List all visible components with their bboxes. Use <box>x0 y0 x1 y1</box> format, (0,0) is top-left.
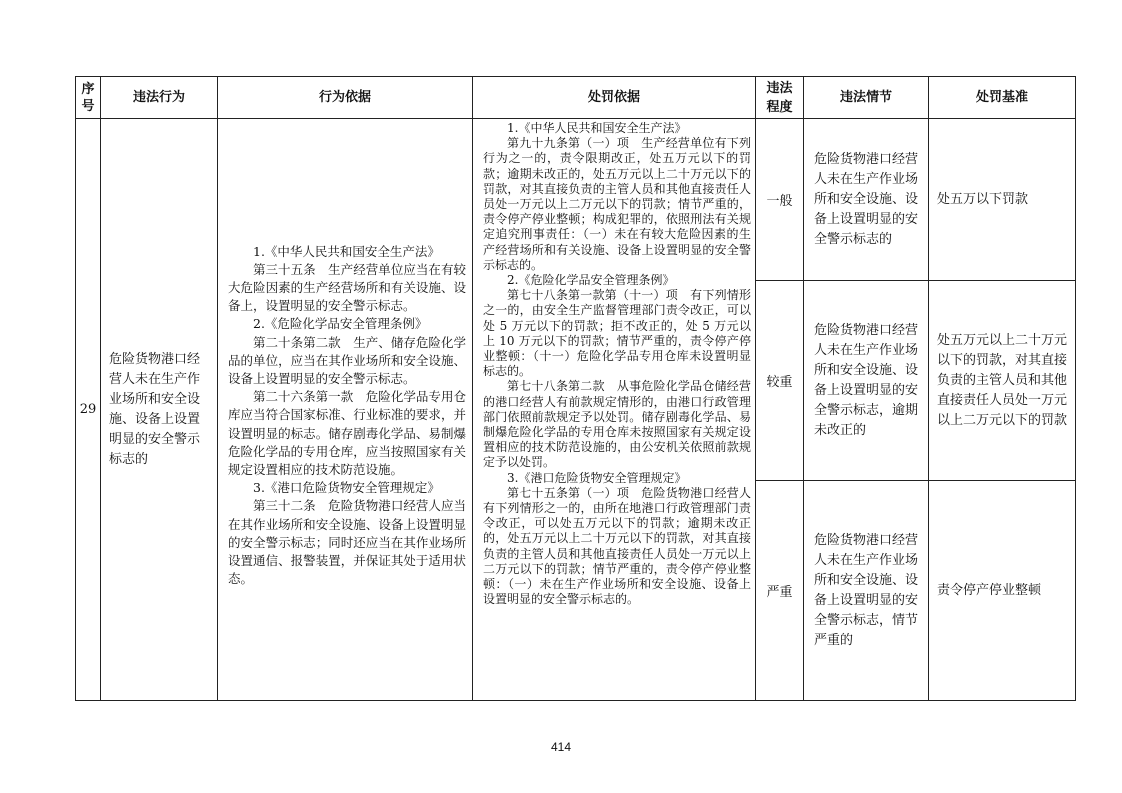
basis-law-2: 2.《危险化学品安全管理条例》 <box>253 316 428 332</box>
penalty-law-2: 2.《危险化学品安全管理条例》 <box>507 273 675 288</box>
penalty-law-1: 1.《中华人民共和国安全生产法》 <box>507 121 687 135</box>
level-serious: 较重 <box>756 281 804 481</box>
penalty-article-1: 第九十九条第（一）项 生产经营单位有下列行为之一的，责令限期改正，处五万元以下的罚款；逾期未改正的，处五万元以上二十万元以下的罚款，对其直接负责的主管人员和其他直接责任人员处一万元以上二万元以下的罚款；情节严重的，责令停产停业整顿；构成犯罪的，依照刑法有关规定追究刑事责任：（一）未在有较大危险因素的生产经营场所和有关设施、设备上设置明显的安全警示标志的。 <box>483 136 751 272</box>
basis-law-1: 1.《中华人民共和国安全生产法》 <box>253 243 440 259</box>
behavior-basis <box>218 119 473 701</box>
plot-severe: 危险货物港口经营人未在生产作业场所和安全设施、设备上设置明显的安全警示标志，情节严重的 <box>804 481 929 701</box>
header-level: 违法程度 <box>756 77 804 119</box>
violation-act: 危险货物港口经营人未在生产作业场所和安全设施、设备上设置明显的安全警示标志的 <box>101 119 218 701</box>
header-standard: 处罚基准 <box>929 77 1076 119</box>
basis-article-2: 第二十条第二款 生产、储存危险化学品的单位，应当在其作业场所和安全设施、设备上设置明显的安全警示标志。 <box>228 334 466 386</box>
basis-article-1: 第三十五条 生产经营单位应当在有较大危险因素的生产经营场所和有关设施、设备上，设置明显的安全警示标志。 <box>228 261 466 314</box>
penalty-article-4: 第七十五条第（一）项 危险货物港口经营人有下列情形之一的，由所在地港口行政管理部门责令改正，可以处五万元以下的罚款；逾期未改正的，处五万元以上二十万元以下的罚款，对其直接负责的主管人员和其他直接责任人员处一万元以上二万元以下的罚款；情节严重的，责令停产停业整顿：（一）未在生产作业场所和安全设施、设备上设置明显的安全警示标志的。 <box>483 485 751 607</box>
penalty-law-3: 3.《港口危险货物安全管理规定》 <box>507 470 687 485</box>
header-act: 违法行为 <box>101 77 218 119</box>
level-general: 一般 <box>756 119 804 281</box>
table-row <box>76 119 1076 281</box>
header-num: 序号 <box>76 77 101 119</box>
header-basis: 行为依据 <box>218 77 473 119</box>
standard-severe: 责令停产停业整顿 <box>929 481 1076 701</box>
header-penalty: 处罚依据 <box>473 77 756 119</box>
table-header-row <box>76 77 1076 119</box>
standard-general: 处五万以下罚款 <box>929 119 1076 281</box>
level-severe: 严重 <box>756 481 804 701</box>
penalty-standard-table <box>75 76 1076 701</box>
page-number: 414 <box>550 740 572 754</box>
basis-law-3: 3.《港口危险货物安全管理规定》 <box>253 480 440 496</box>
standard-serious: 处五万元以上二十万元以下的罚款，对其直接负责的主管人员和其他直接责任人员处一万元以上二万元以下的罚款 <box>929 281 1076 481</box>
basis-article-3: 第二十六条第一款 危险化学品专用仓库应当符合国家标准、行业标准的要求，并设置明显的标志。储存剧毒化学品、易制爆危险化学品的专用仓库，应当按照国家有关规定设置相应的技术防范设施。 <box>228 389 466 477</box>
plot-serious: 危险货物港口经营人未在生产作业场所和安全设施、设备上设置明显的安全警示标志，逾期未改正的 <box>804 281 929 481</box>
penalty-article-3: 第七十八条第二款 从事危险化学品仓储经营的港口经营人有前款规定情形的，由港口行政管理部门依照前款规定予以处罚。储存剧毒化学品、易制爆危险化学品的专用仓库未按照国家有关规定设置相应的技术防范设施的，由公安机关依照前款规定予以处罚。 <box>483 379 751 470</box>
penalty-basis <box>473 119 756 701</box>
plot-general: 危险货物港口经营人未在生产作业场所和安全设施、设备上设置明显的安全警示标志的 <box>804 119 929 281</box>
basis-article-4: 第三十二条 危险货物港口经营人应当在其作业场所和安全设施、设备上设置明显的安全警示标志；同时还应当在其作业场所设置通信、报警装置，并保证其处于适用状态。 <box>228 498 466 587</box>
penalty-article-2: 第七十八条第一款第（十一）项 有下列情形之一的，由安全生产监督管理部门责令改正，可以处 5 万元以下的罚款；拒不改正的，处 5 万元以上 10 万元以下的罚款；情节严重的，责令停产停业整顿：（十一）危险化学品专用仓库未设置明显标志的。 <box>483 288 751 379</box>
row-number: 29 <box>76 119 101 701</box>
header-plot: 违法情节 <box>804 77 929 119</box>
